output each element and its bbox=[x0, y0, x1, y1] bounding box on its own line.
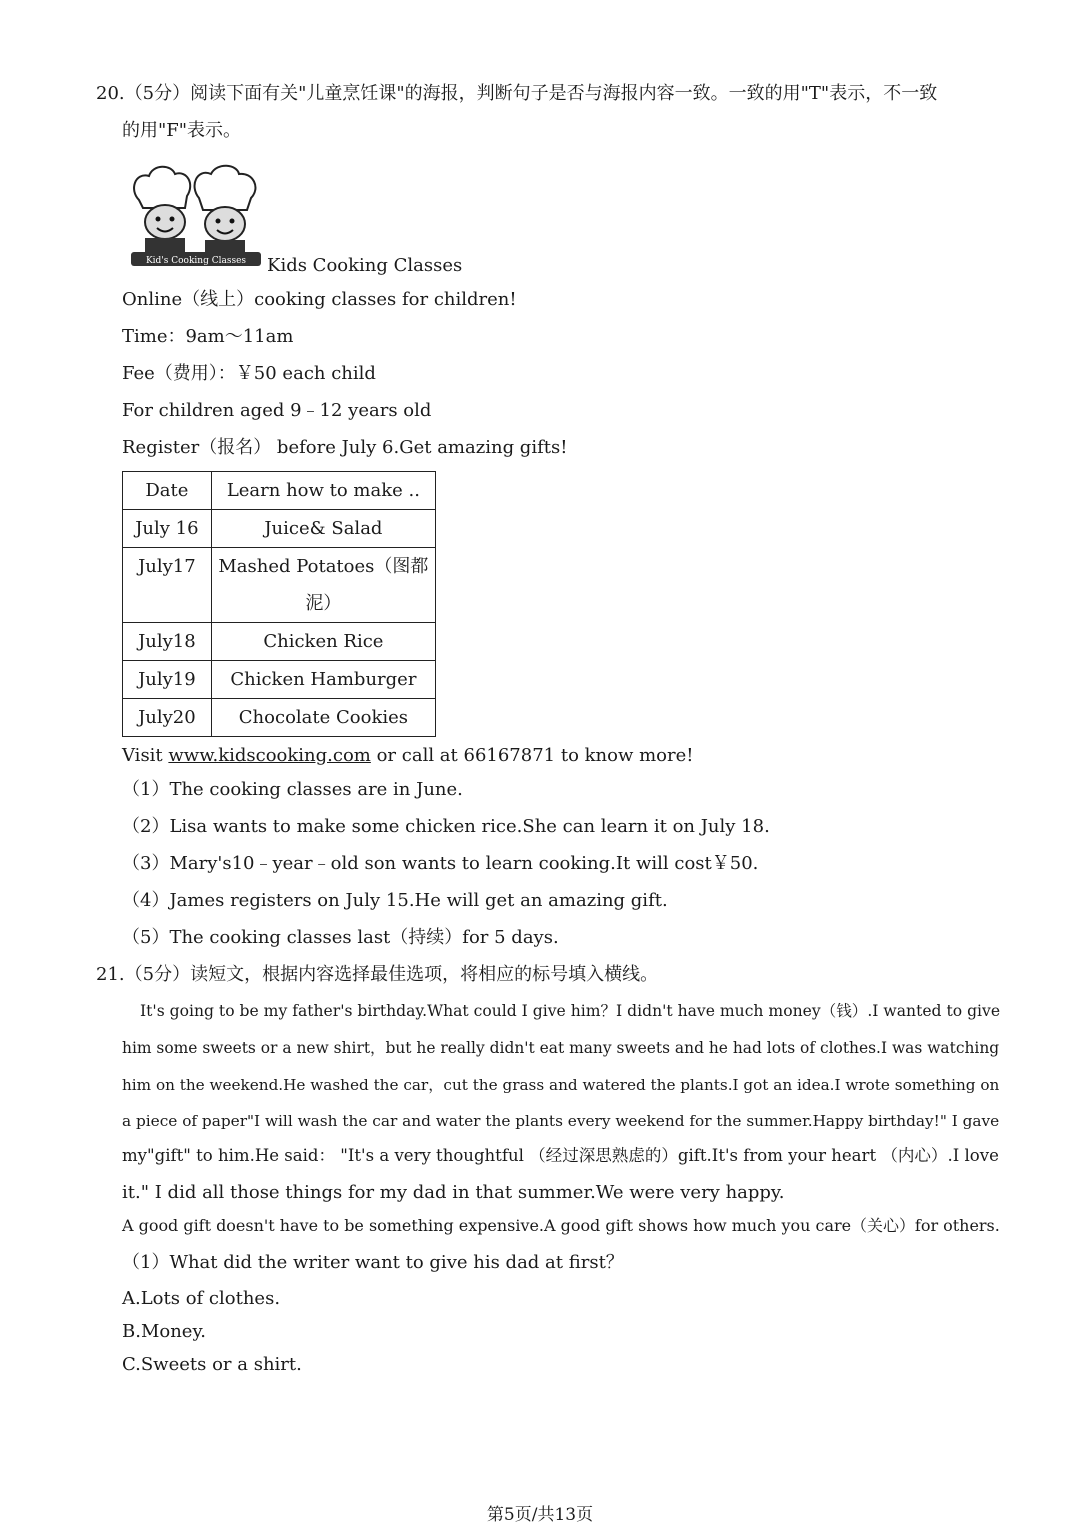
website-link[interactable]: www.kidscooking.com bbox=[168, 745, 371, 766]
q21-para2: A good gift doesn't have to be something expensive.A good gift shows how much you care（关心）for others. bbox=[122, 1216, 1000, 1235]
q21-question-1: （1）What did the writer want to give his dad at first？ bbox=[122, 1252, 624, 1273]
q21-heading: 21.（5分）读短文，根据内容选择最佳选项，将相应的标号填入横线。 bbox=[96, 964, 659, 985]
table-cell-dish: Juice& Salad bbox=[211, 510, 435, 548]
poster-fee: Fee（费用）：￥50 each child bbox=[122, 363, 376, 384]
table-cell-date: July18 bbox=[123, 623, 212, 661]
table-cell-date: July 16 bbox=[123, 510, 212, 548]
table-row bbox=[123, 510, 436, 548]
table-cell-dish: Chicken Rice bbox=[211, 623, 435, 661]
q20-heading-line2: 的用"F"表示。 bbox=[122, 120, 242, 141]
dish-line1: Mashed Potatoes（图都 bbox=[218, 556, 429, 577]
q21-para-line: a piece of paper"I will wash the car and water the plants every weekend for the summer.Happy birthday!" I gave bbox=[122, 1112, 1000, 1130]
q21-para-line: It's going to be my father's birthday.What could I give him？I didn't have much money（钱）.I wanted to give bbox=[140, 1002, 1001, 1020]
table-header-date: Date bbox=[123, 472, 212, 510]
table-header-learn: Learn how to make .. bbox=[211, 472, 435, 510]
q21-para-line: my"gift" to him.He said： "It's a very thoughtful （经过深思熟虑的）gift.It's from your heart （内心）.I love bbox=[122, 1146, 999, 1165]
q21-para-line: him some sweets or a new shirt，but he really didn't eat many sweets and he had lots of clothes.I was watching bbox=[122, 1039, 1000, 1057]
table-cell-date: July19 bbox=[123, 661, 212, 699]
q20-item-5: （5）The cooking classes last（持续）for 5 days. bbox=[122, 927, 559, 948]
poster-age: For children aged 9﹣12 years old bbox=[122, 400, 432, 421]
table-row bbox=[123, 699, 436, 737]
poster-title: Kids Cooking Classes bbox=[267, 255, 463, 276]
table-cell-date: July20 bbox=[123, 699, 212, 737]
page-footer: 第5页/共13页 bbox=[486, 1505, 594, 1525]
schedule-table bbox=[122, 471, 436, 737]
poster-time: Time：9am～11am bbox=[122, 326, 294, 347]
q20-item-1: （1）The cooking classes are in June. bbox=[122, 779, 463, 800]
visit-prefix: Visit bbox=[122, 745, 169, 766]
logo-banner-text: Kid's Cooking Classes bbox=[145, 256, 247, 266]
poster-visit bbox=[122, 745, 694, 767]
table-cell-dish bbox=[211, 548, 435, 623]
poster-online: Online（线上）cooking classes for children! bbox=[122, 289, 517, 310]
q21-option-c: C.Sweets or a shirt. bbox=[122, 1354, 302, 1375]
table-cell-dish: Chicken Hamburger bbox=[211, 661, 435, 699]
q20-heading-line1: 20.（5分）阅读下面有关"儿童烹饪课"的海报，判断句子是否与海报内容一致。一致的用"T"表示，不一致 bbox=[96, 83, 938, 104]
table-row bbox=[123, 623, 436, 661]
table-header-row bbox=[123, 472, 436, 510]
table-cell-date: July17 bbox=[123, 548, 212, 623]
table-row bbox=[123, 548, 436, 623]
dish-line2: 泥） bbox=[305, 593, 342, 614]
q20-item-4: （4）James registers on July 15.He will get an amazing gift. bbox=[122, 890, 668, 911]
table-cell-dish: Chocolate Cookies bbox=[211, 699, 435, 737]
poster-register: Register（报名） before July 6.Get amazing gifts! bbox=[122, 437, 568, 458]
q20-item-3: （3）Mary's10﹣year﹣old son wants to learn cooking.It will cost￥50. bbox=[122, 853, 759, 874]
q21-option-a: A.Lots of clothes. bbox=[122, 1288, 281, 1309]
visit-suffix: or call at 66167871 to know more! bbox=[370, 745, 694, 766]
chef-kids-logo bbox=[127, 160, 265, 268]
q21-option-b: B.Money. bbox=[122, 1321, 206, 1342]
q21-para-line: him on the weekend.He washed the car，cut the grass and watered the plants.I got an idea.I wrote something on bbox=[122, 1076, 1000, 1094]
q21-para-line: it." I did all those things for my dad in that summer.We were very happy. bbox=[122, 1182, 785, 1203]
q20-item-2: （2）Lisa wants to make some chicken rice.She can learn it on July 18. bbox=[122, 816, 770, 837]
table-row bbox=[123, 661, 436, 699]
